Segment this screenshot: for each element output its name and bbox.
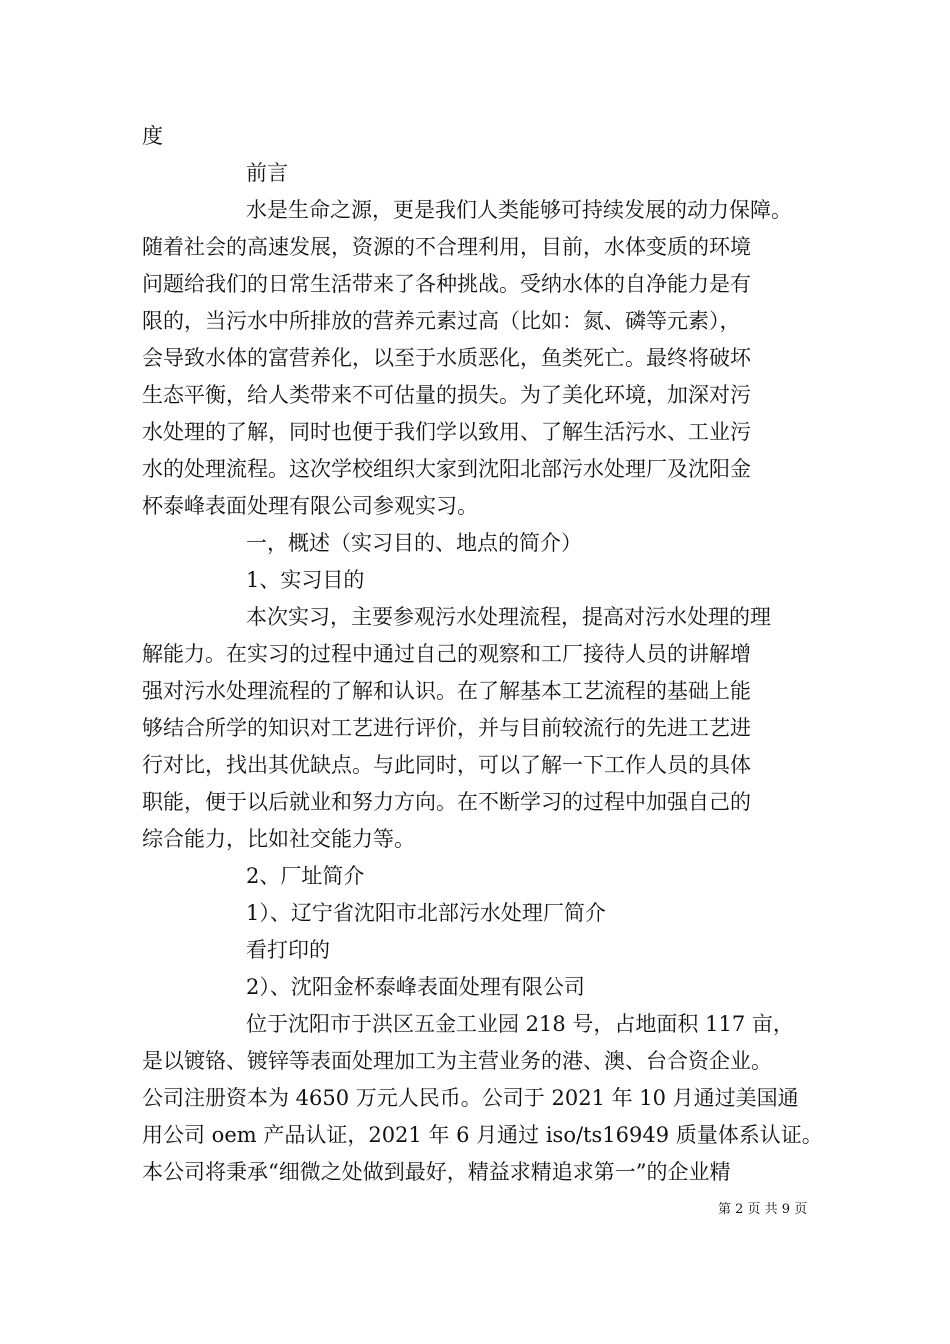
text-line: 限的，当污水中所排放的营养元素过高（比如：氮、磷等元素）， bbox=[142, 309, 741, 333]
text-line: 职能，便于以后就业和努力方向。在不断学习的过程中加强自己的 bbox=[142, 790, 751, 814]
document-body bbox=[142, 118, 832, 1191]
text-line: 问题给我们的日常生活带来了各种挑战。受纳水体的自净能力是有 bbox=[142, 272, 751, 296]
text-line: 够结合所学的知识对工艺进行评价，并与目前较流行的先进工艺进 bbox=[142, 716, 751, 740]
text-line: 水处理的了解，同时也便于我们学以致用、了解生活污水、工业污 bbox=[142, 420, 751, 444]
text-line: 公司注册资本为 4650 万元人民币。公司于 2021 年 10 月通过美国通 bbox=[142, 1086, 799, 1110]
text-line: 看打印的 bbox=[246, 938, 330, 962]
text-line: 杯泰峰表面处理有限公司参观实习。 bbox=[142, 494, 478, 518]
text-line: 会导致水体的富营养化，以至于水质恶化，鱼类死亡。最终将破坏 bbox=[142, 346, 751, 370]
text-line: 一，概述（实习目的、地点的简介） bbox=[246, 531, 582, 555]
text-line: 随着社会的高速发展，资源的不合理利用，目前，水体变质的环境 bbox=[142, 235, 751, 259]
text-line: 本次实习，主要参观污水处理流程，提高对污水处理的理 bbox=[246, 605, 771, 629]
text-line: 行对比，找出其优缺点。与此同时，可以了解一下工作人员的具体 bbox=[142, 753, 751, 777]
text-line: 水是生命之源，更是我们人类能够可持续发展的动力保障。 bbox=[246, 198, 792, 222]
text-line: 本公司将秉承“细微之处做到最好，精益求精追求第一”的企业精 bbox=[142, 1160, 731, 1184]
text-line: 综合能力，比如社交能力等。 bbox=[142, 827, 415, 851]
text-line: 生态平衡，给人类带来不可估量的损失。为了美化环境，加深对污 bbox=[142, 383, 751, 407]
text-line: 水的处理流程。这次学校组织大家到沈阳北部污水处理厂及沈阳金 bbox=[142, 457, 751, 481]
text-line: 前言 bbox=[246, 161, 288, 185]
text-line: 1、实习目的 bbox=[246, 568, 365, 592]
text-line: 2、厂址简介 bbox=[246, 864, 365, 888]
text-line: 解能力。在实习的过程中通过自己的观察和工厂接待人员的讲解增 bbox=[142, 642, 751, 666]
page-number: 第 2 页 共 9 页 bbox=[718, 1202, 808, 1217]
text-line: 2）、沈阳金杯泰峰表面处理有限公司 bbox=[246, 975, 585, 999]
text-line: 度 bbox=[142, 124, 163, 148]
text-line: 是以镀铬、镀锌等表面处理加工为主营业务的港、澳、台合资企业。 bbox=[142, 1049, 772, 1073]
text-line: 位于沈阳市于洪区五金工业园 218 号，占地面积 117 亩， bbox=[246, 1012, 794, 1036]
text-line: 用公司 oem 产品认证，2021 年 6 月通过 iso/ts16949 质量体系认证。 bbox=[142, 1123, 823, 1147]
text-line: 强对污水处理流程的了解和认识。在了解基本工艺流程的基础上能 bbox=[142, 679, 751, 703]
text-line: 1）、辽宁省沈阳市北部污水处理厂简介 bbox=[246, 901, 606, 925]
